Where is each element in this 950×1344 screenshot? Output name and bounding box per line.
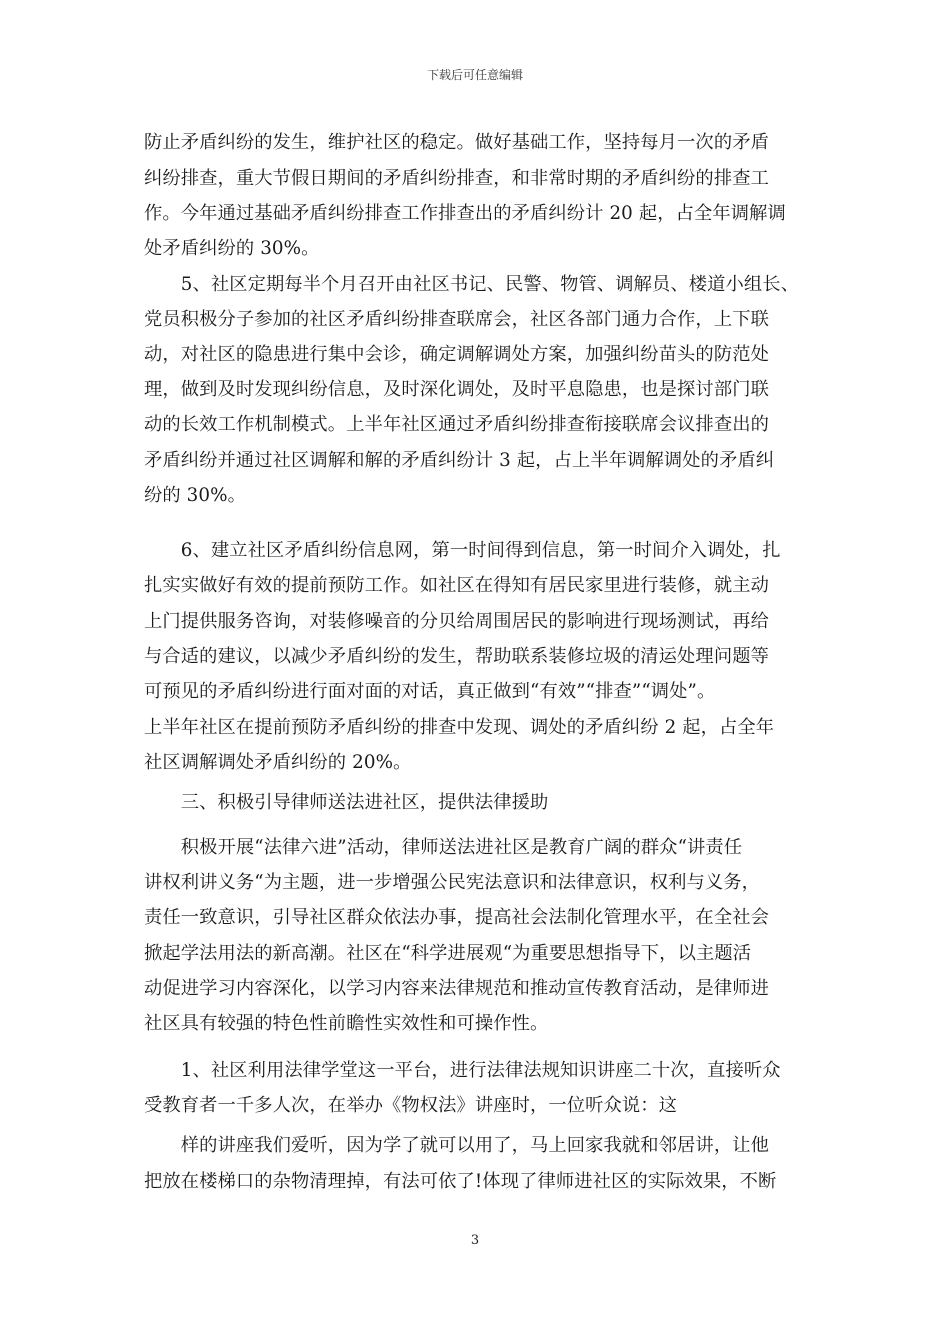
text-line: 防止矛盾纠纷的发生，维护社区的稳定。做好基础工作，坚持每月一次的矛盾 [144, 132, 769, 153]
text-line: 扎实实做好有效的提前预防工作。如社区在得知有居民家里进行装修，就主动 [144, 575, 769, 596]
text-line: 社区具有较强的特色性前瞻性实效性和可操作性。 [144, 1013, 549, 1034]
text-line: 受教育者一千多人次，在举办《物权法》讲座时，一位听众说：这 [144, 1095, 678, 1116]
text-line: 1、社区利用法律学堂这一平台，进行法律法规知识讲座二十次，直接听众 [144, 1060, 781, 1081]
text-line: 纠纷排查，重大节假日期间的矛盾纠纷排查，和非常时期的矛盾纠纷的排查工 [144, 168, 769, 189]
text-line: 上门提供服务咨询，对装修噪音的分贝给周围居民的影响进行现场测试，再给 [144, 611, 769, 632]
text-line: 纷的 30%。 [144, 485, 246, 506]
text-line: 6、建立社区矛盾纠纷信息网，第一时间得到信息，第一时间介入调处，扎 [144, 540, 781, 561]
page-header: 下载后可任意编辑 [426, 68, 523, 82]
text-line: 积极开展“法律六进”活动，律师送法进社区是教育广阔的群众“讲责任 [144, 837, 743, 858]
text-line: 三、积极引导律师送法进社区，提供法律援助 [144, 792, 549, 813]
page-number: 3 [470, 1233, 480, 1248]
text-line: 讲权利讲义务“为主题，进一步增强公民宪法意识和法律意识，权利与义务， [144, 872, 761, 893]
text-line: 把放在楼梯口的杂物清理掉，有法可依了!体现了律师进社区的实际效果，不断 [144, 1171, 777, 1192]
text-line: 作。今年通过基础矛盾纠纷排查工作排查出的矛盾纠纷计 20 起，占全年调解调 [144, 203, 786, 224]
text-line: 动的长效工作机制模式。上半年社区通过矛盾纠纷排查衔接联席会议排查出的 [144, 414, 769, 435]
text-line: 动，对社区的隐患进行集中会诊，确定调解调处方案，加强纠纷苗头的防范处 [144, 344, 769, 365]
text-line: 上半年社区在提前预防矛盾纠纷的排查中发现、调处的矛盾纠纷 2 起，占全年 [144, 717, 775, 738]
text-line: 矛盾纠纷并通过社区调解和解的矛盾纠纷计 3 起，占上半年调解调处的矛盾纠 [144, 450, 775, 471]
text-line: 责任一致意识，引导社区群众依法办事，提高社会法制化管理水平，在全社会 [144, 907, 769, 928]
text-line: 5、社区定期每半个月召开由社区书记、民警、物管、调解员、楼道小组长、 [144, 274, 800, 295]
text-line: 社区调解调处矛盾纠纷的 20%。 [144, 752, 412, 773]
text-line: 掀起学法用法的新高潮。社区在“科学进展观“为重要思想指导下，以主题活 [144, 943, 752, 964]
text-line: 可预见的矛盾纠纷进行面对面的对话，真正做到“有效”“排查”“调处”。 [144, 681, 716, 702]
text-line: 样的讲座我们爱听，因为学了就可以用了，马上回家我就和邻居讲，让他 [144, 1135, 769, 1156]
text-line: 党员积极分子参加的社区矛盾纠纷排查联席会，社区各部门通力合作，上下联 [144, 309, 769, 330]
text-line: 处矛盾纠纷的 30%。 [144, 238, 320, 259]
text-line: 与合适的建议，以减少矛盾纠纷的发生，帮助联系装修垃圾的清运处理问题等 [144, 646, 769, 667]
text-line: 动促进学习内容深化，以学习内容来法律规范和推动宣传教育活动，是律师进 [144, 978, 769, 999]
text-line: 理，做到及时发现纠纷信息，及时深化调处，及时平息隐患，也是探讨部门联 [144, 379, 769, 400]
